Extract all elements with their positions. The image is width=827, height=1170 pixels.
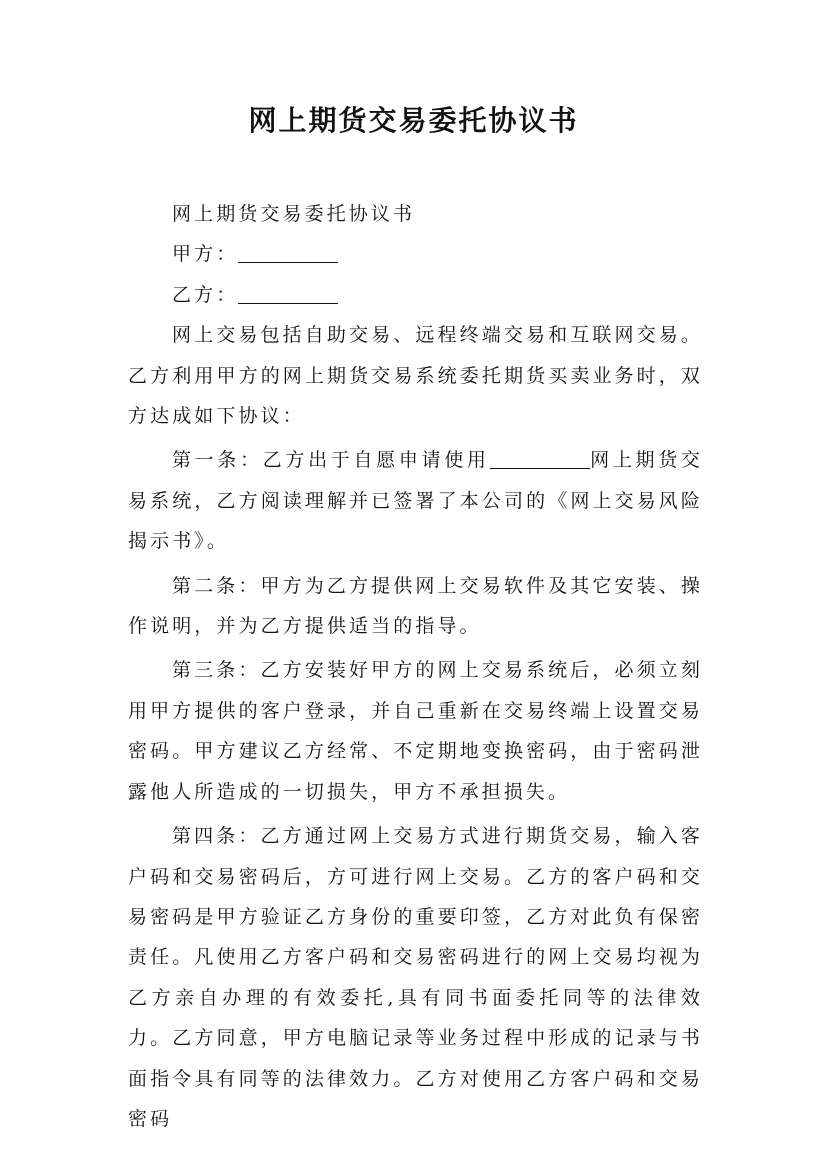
- party-a-blank: [238, 242, 338, 263]
- document-title: 网上期货交易委托协议书: [248, 104, 579, 137]
- article-1-blank: [490, 448, 590, 469]
- subtitle-paragraph: 网上期货交易委托协议书: [172, 203, 416, 225]
- article-1-text-before: 第一条：乙方出于自愿申请使用: [172, 449, 490, 472]
- article-2-paragraph: 第二条：甲方为乙方提供网上交易软件及其它安装、操作说明，并为乙方提供适当的指导。: [128, 574, 703, 638]
- article-1-paragraph: [128, 440, 703, 561]
- party-a-label: 甲方：: [172, 243, 239, 266]
- party-b-line: [128, 275, 703, 315]
- article-1-text-after: 网上期货交易系统，乙方阅读理解并已签署了本公司的《网上交易风险揭示书》。: [128, 449, 703, 553]
- article-4-paragraph: 第四条：乙方通过网上交易方式进行期货交易，输入客户码和交易密码后，方可进行网上交易。乙方的客户码和交易密码是甲方验证乙方身份的重要印签，乙方对此负有保密责任。凡使用乙方客户码和交易密码进行的网上交易均视为乙方亲自办理的有效委托,具有同书面委托同等的法律效力。乙方同意，甲方电脑记录等业务过程中形成的记录与书面指令具有同等的法律效力。乙方对使用乙方客户码和交易密码: [128, 825, 703, 1130]
- intro-paragraph: 网上交易包括自助交易、远程终端交易和互联网交易。乙方利用甲方的网上期货交易系统委托期货买卖业务时，双方达成如下协议：: [128, 324, 703, 428]
- party-b-blank: [238, 283, 338, 304]
- document-body: [128, 194, 703, 1139]
- party-a-line: [128, 234, 703, 274]
- article-3-paragraph: 第三条：乙方安装好甲方的网上交易系统后，必须立刻用甲方提供的客户登录，并自己重新在交易终端上设置交易密码。甲方建议乙方经常、不定期地变换密码，由于密码泄露他人所造成的一切损失，甲方不承担损失。: [128, 659, 703, 803]
- party-b-label: 乙方：: [172, 283, 239, 306]
